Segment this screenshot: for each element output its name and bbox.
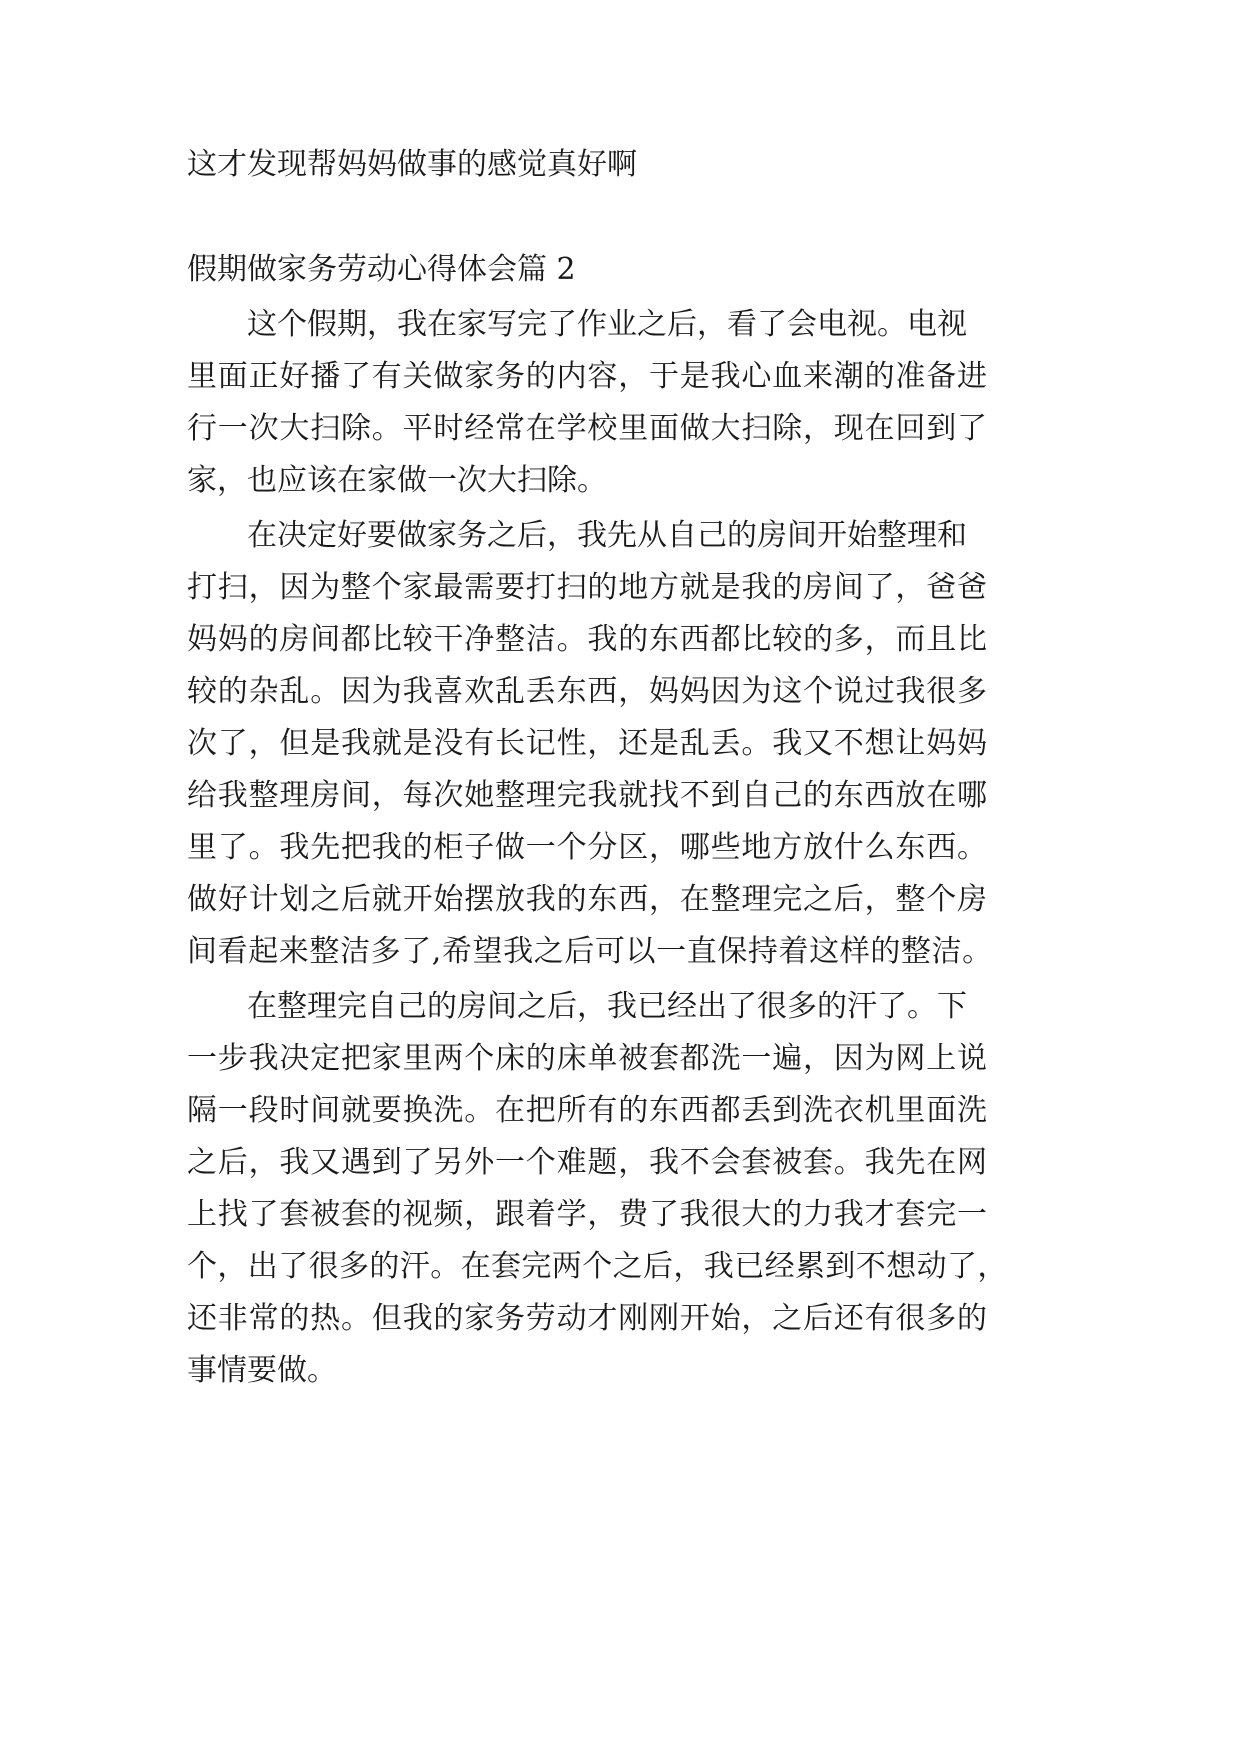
text-line: 里了。我先把我的柜子做一个分区，哪些地方放什么东西。 <box>187 830 988 865</box>
text-line: 隔一段时间就要换洗。在把所有的东西都丢到洗衣机里面洗 <box>187 1093 988 1128</box>
text-line: 还非常的热。但我的家务劳动才刚刚开始，之后还有很多的 <box>187 1301 988 1336</box>
text-line: 一步我决定把家里两个床的床单被套都洗一遍，因为网上说 <box>187 1041 988 1076</box>
text-line: 做好计划之后就开始摆放我的东西，在整理完之后，整个房 <box>187 882 988 917</box>
text-line: 里面正好播了有关做家务的内容，于是我心血来潮的准备进 <box>187 359 988 394</box>
text-line: 家，也应该在家做一次大扫除。 <box>187 463 607 498</box>
text-line: 打扫，因为整个家最需要打扫的地方就是我的房间了，爸爸 <box>187 570 988 605</box>
text-line: 给我整理房间，每次她整理完我就找不到自己的东西放在哪 <box>187 778 988 813</box>
text-line: 在决定好要做家务之后，我先从自己的房间开始整理和 <box>247 518 967 553</box>
text-line: 个，出了很多的汗。在套完两个之后，我已经累到不想动了， <box>187 1249 1008 1284</box>
intro-line: 这才发现帮妈妈做事的感觉真好啊 <box>187 147 637 182</box>
text-line: 事情要做。 <box>187 1353 337 1388</box>
text-line: 妈妈的房间都比较干净整洁。我的东西都比较的多，而且比 <box>187 622 988 657</box>
text-line: 上找了套被套的视频，跟着学，费了我很大的力我才套完一 <box>187 1197 988 1232</box>
text-line: 较的杂乱。因为我喜欢乱丢东西，妈妈因为这个说过我很多 <box>187 674 988 709</box>
text-line: 行一次大扫除。平时经常在学校里面做大扫除，现在回到了 <box>187 411 988 446</box>
text-line: 在整理完自己的房间之后，我已经出了很多的汗了。下 <box>247 989 967 1024</box>
text-line: 次了，但是我就是没有长记性，还是乱丢。我又不想让妈妈 <box>187 726 988 761</box>
section-title: 假期做家务劳动心得体会篇 2 <box>187 252 576 287</box>
text-line: 之后，我又遇到了另外一个难题，我不会套被套。我先在网 <box>187 1145 988 1180</box>
text-line: 间看起来整洁多了,希望我之后可以一直保持着这样的整洁。 <box>187 934 993 969</box>
text-line: 这个假期，我在家写完了作业之后，看了会电视。电视 <box>247 307 967 342</box>
